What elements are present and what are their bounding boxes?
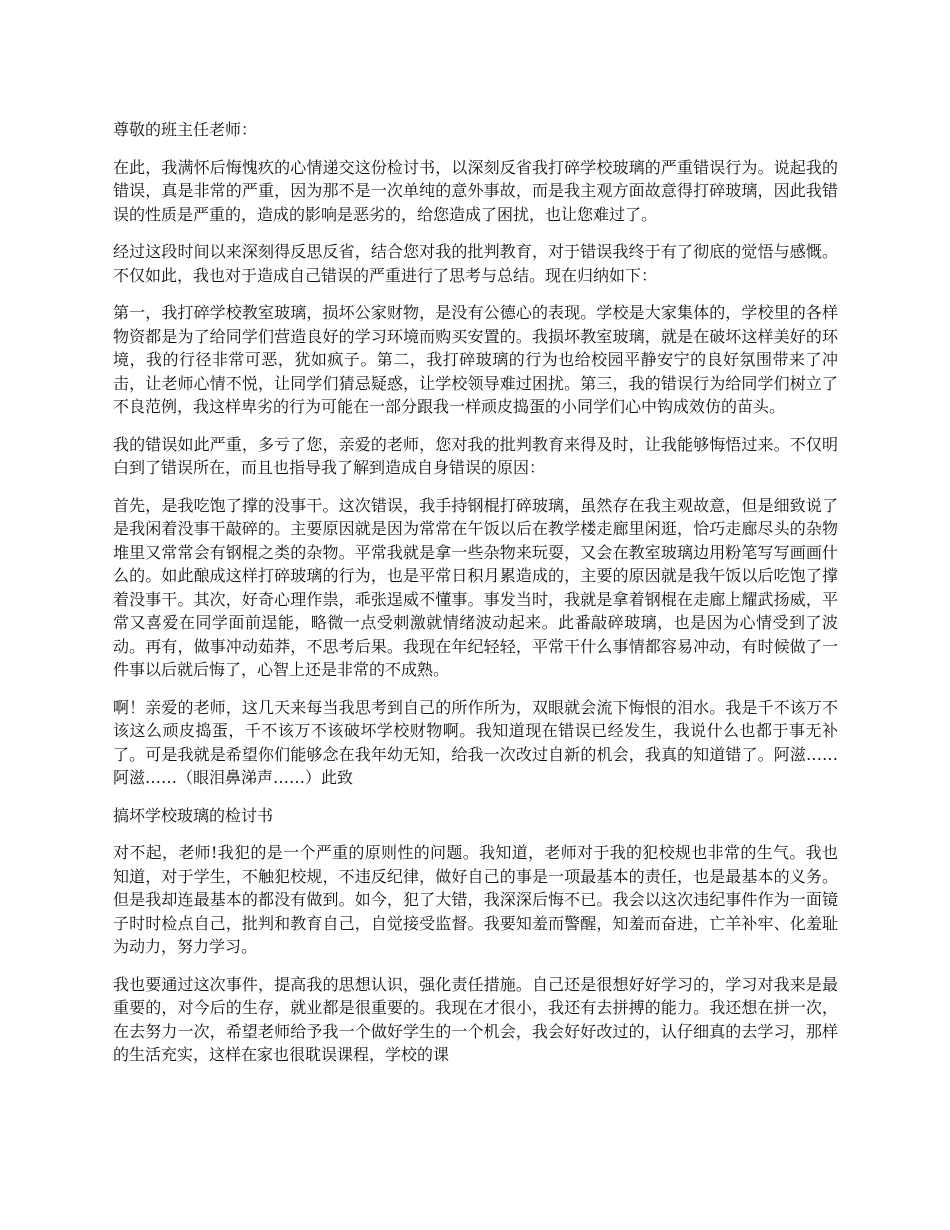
paragraph-apology: 啊！亲爱的老师，这几天来每当我思考到自己的所作所为，双眼就会流下悔恨的泪水。我是千不该万不该这么顽皮捣蛋，千不该万不该破坏学校财物啊。我知道现在错误已经发生，我说什么也都于事无补了。可是我就是希望你们能够念在我年幼无知，给我一次改过自新的机会，我真的知道错了。阿滋……阿滋……（眼泪鼻涕声……）此致 <box>113 697 838 787</box>
section-paragraph-2: 我也要通过这次事件，提高我的思想认识，强化责任措施。自己还是很想好好学习的，学习对我来是最重要的，对今后的生存，就业都是很重要的。我现在才很小，我还有去拼搏的能力。我还想在拼一次，在去努力一次，希望老师给予我一个做好学生的一个机会，我会好好改过的，认仔细真的去学习，那样的生活充实，这样在家也很耽误课程，学校的课 <box>113 974 838 1064</box>
paragraph-points: 第一，我打碎学校教室玻璃，损坏公家财物，是没有公德心的表现。学校是大家集体的，学校里的各样物资都是为了给同学们营造良好的学习环境而购买安置的。我损坏教室玻璃，就是在破坏这样美好的环境，我的行径非常可恶，犹如疯子。第二，我打碎玻璃的行为也给校园平静安宁的良好氛围带来了冲击，让老师心情不悦，让同学们猜忌疑惑，让学校领导难过困扰。第三，我的错误行为给同学们树立了不良范例，我这样卑劣的行为可能在一部分跟我一样顽皮捣蛋的小同学们心中钩成效仿的苗头。 <box>113 303 838 416</box>
section-title: 搞坏学校玻璃的检讨书 <box>113 805 274 825</box>
paragraph-reflection: 经过这段时间以来深刻得反思反省，结合您对我的批判教育，对于错误我终于有了彻底的觉悟与感慨。不仅如此，我也对于造成自己错误的严重进行了思考与总结。现在归纳如下： <box>113 242 838 285</box>
paragraph-causes: 首先，是我吃饱了撑的没事干。这次错误，我手持钢棍打碎玻璃，虽然存在我主观故意，但是细致说了是我闲着没事干敲碎的。主要原因就是因为常常在午饭以后在教学楼走廊里闲逛，恰巧走廊尽头的杂物堆里又常常会有钢棍之类的杂物。平常我就是拿一些杂物来玩耍，又会在教室玻璃边用粉笔写写画画什么的。如此酿成这样打碎玻璃的行为，也是平常日积月累造成的，主要的原因就是我午饭以后吃饱了撑着没事干。其次，好奇心理作祟，乖张逞威不懂事。事发当时，我就是拿着钢棍在走廊上耀武扬威，平常又喜爱在同学面前逞能，略微一点受刺激就情绪波动起来。此番敲碎玻璃，也是因为心情受到了波动。再有，做事冲动茹莽，不思考后果。我现在年纪轻轻，平常干什么事情都容易冲动，有时候做了一件事以后就后悔了，心智上还是非常的不成熟。 <box>113 495 838 679</box>
paragraph-gratitude: 我的错误如此严重，多亏了您，亲爱的老师，您对我的批判教育来得及时，让我能够悔悟过来。不仅明白到了错误所在，而且也指导我了解到造成自身错误的原因： <box>113 434 838 477</box>
paragraph-intro: 在此，我满怀后悔愧疚的心情递交这份检讨书，以深刻反省我打碎学校玻璃的严重错误行为。说起我的错误，真是非常的严重，因为那不是一次单纯的意外事故，而是我主观方面故意得打碎玻璃，因此我错误的性质是严重的，造成的影响是恶劣的，给您造成了困扰，也让您难过了。 <box>113 157 838 224</box>
salutation: 尊敬的班主任老师： <box>113 120 258 139</box>
document-page <box>113 118 838 1081</box>
section-paragraph-1: 对不起，老师!我犯的是一个严重的原则性的问题。我知道，老师对于我的犯校规也非常的生气。我也知道，对于学生，不触犯校规，不违反纪律，做好自己的事是一项最基本的责任，也是最基本的义务。但是我却连最基本的都没有做到。如今，犯了大错，我深深后悔不已。我会以这次违纪事件作为一面镜子时时检点自己，批判和教育自己，自觉接受监督。我要知羞而警醒，知羞而奋进，亡羊补牢、化羞耻为动力，努力学习。 <box>113 843 838 956</box>
